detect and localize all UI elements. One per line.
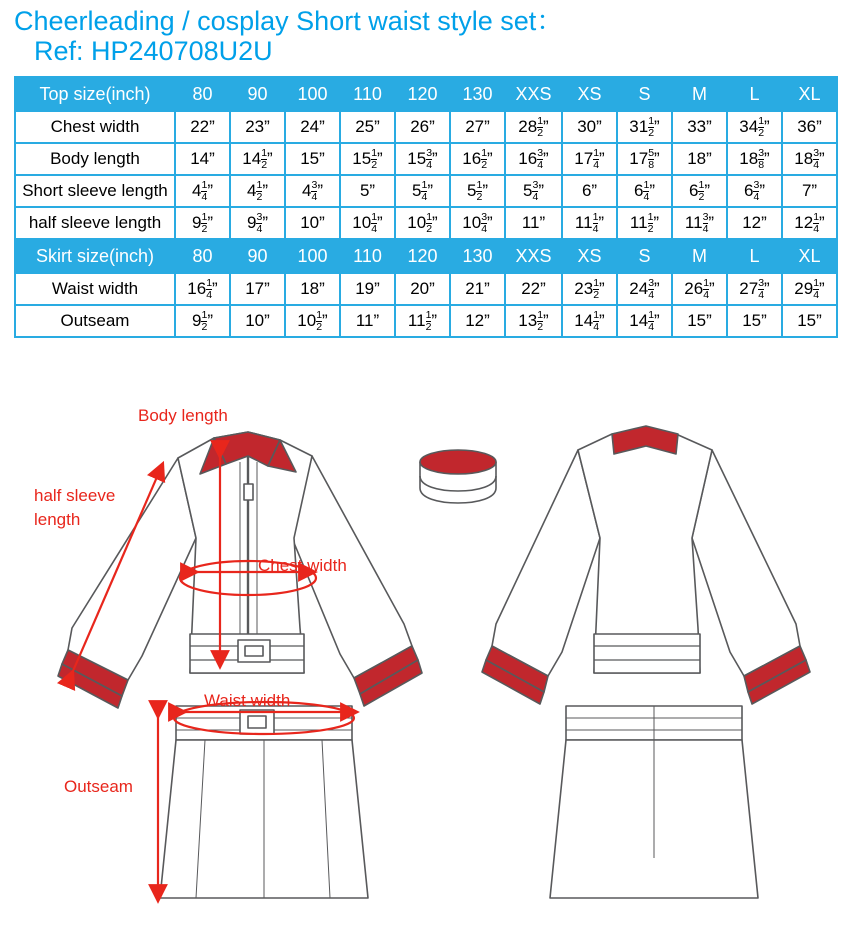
label-half-sleeve-length-line2: length (34, 510, 81, 529)
title-block (0, 0, 850, 66)
table-cell: 14 $\frac{1}{4}$ ” (562, 305, 617, 337)
table-cell: 15 $\frac{1}{2}$ ” (340, 143, 395, 175)
table-cell: 6 $\frac{1}{2}$ ” (672, 175, 727, 207)
table-cell: 23 $\frac{1}{2}$ ” (562, 273, 617, 305)
table-cell: 29 $\frac{1}{4}$ ” (782, 273, 837, 305)
table-cell: 16 $\frac{3}{4}$ ” (505, 143, 562, 175)
table-header-cell: XS (562, 239, 617, 273)
table-cell: 9 $\frac{1}{2}$ ” (175, 207, 230, 239)
table-header-cell: L (727, 239, 782, 273)
table-cell: 21” (450, 273, 505, 305)
row-label: Chest width (15, 111, 175, 143)
table-cell: 12 $\frac{1}{4}$ ” (782, 207, 837, 239)
row-label: Body length (15, 143, 175, 175)
table-cell: 5” (340, 175, 395, 207)
table-cell: 24 $\frac{3}{4}$ ” (617, 273, 672, 305)
label-waist-width: Waist width (204, 691, 291, 710)
table-cell: 17 $\frac{5}{8}$ ” (617, 143, 672, 175)
table-cell: 31 $\frac{1}{2}$ ” (617, 111, 672, 143)
table-cell: 9 $\frac{3}{4}$ ” (230, 207, 285, 239)
row-label: Outseam (15, 305, 175, 337)
table-cell: 10 $\frac{1}{2}$ ” (395, 207, 450, 239)
table-cell: 13 $\frac{1}{2}$ ” (505, 305, 562, 337)
label-chest-width: Chest width (258, 556, 347, 575)
table-header-cell: XXS (505, 77, 562, 111)
table-cell: 19” (340, 273, 395, 305)
row-label: Waist width (15, 273, 175, 305)
table-row (15, 111, 837, 143)
table-cell: 23” (230, 111, 285, 143)
table-cell: 25” (340, 111, 395, 143)
table-header-cell: XL (782, 239, 837, 273)
table-row (15, 305, 837, 337)
table-cell: 11” (505, 207, 562, 239)
table-cell: 17 $\frac{1}{4}$ ” (562, 143, 617, 175)
table-cell: 22” (505, 273, 562, 305)
skirt-size-header-row (15, 239, 837, 273)
table-cell: 10” (230, 305, 285, 337)
label-body-length: Body length (138, 406, 228, 425)
table-cell: 18” (285, 273, 340, 305)
table-cell: 4 $\frac{3}{4}$ ” (285, 175, 340, 207)
table-header-cell: 100 (285, 239, 340, 273)
table-row (15, 273, 837, 305)
table-cell: 15 $\frac{3}{4}$ ” (395, 143, 450, 175)
table-header-cell: XXS (505, 239, 562, 273)
table-row (15, 143, 837, 175)
table-header-cell: 90 (230, 239, 285, 273)
table-row (15, 175, 837, 207)
table-cell: 28 $\frac{1}{2}$ ” (505, 111, 562, 143)
table-header-cell: 120 (395, 239, 450, 273)
table-cell: 4 $\frac{1}{2}$ ” (230, 175, 285, 207)
table-cell: 10 $\frac{3}{4}$ ” (450, 207, 505, 239)
table-cell: 12” (450, 305, 505, 337)
table-cell: 5 $\frac{1}{2}$ ” (450, 175, 505, 207)
table-header-cell: 120 (395, 77, 450, 111)
table-header-label: Top size(inch) (15, 77, 175, 111)
table-cell: 5 $\frac{3}{4}$ ” (505, 175, 562, 207)
table-cell: 27 $\frac{3}{4}$ ” (727, 273, 782, 305)
table-cell: 11 $\frac{1}{2}$ ” (395, 305, 450, 337)
table-cell: 11 $\frac{1}{4}$ ” (562, 207, 617, 239)
table-cell: 14 $\frac{1}{2}$ ” (230, 143, 285, 175)
table-header-cell: 130 (450, 77, 505, 111)
reference-code: Ref: HP240708U2U (34, 36, 273, 66)
table-cell: 17” (230, 273, 285, 305)
table-cell: 30” (562, 111, 617, 143)
table-cell: 11 $\frac{1}{2}$ ” (617, 207, 672, 239)
table-cell: 26 $\frac{1}{4}$ ” (672, 273, 727, 305)
table-header-cell: XL (782, 77, 837, 111)
table-cell: 11” (340, 305, 395, 337)
table-cell: 15” (727, 305, 782, 337)
table-row (15, 207, 837, 239)
size-chart-table (14, 76, 838, 338)
table-header-cell: S (617, 77, 672, 111)
table-cell: 10 $\frac{1}{2}$ ” (285, 305, 340, 337)
table-cell: 18 $\frac{3}{4}$ ” (782, 143, 837, 175)
table-cell: 10” (285, 207, 340, 239)
table-header-cell: M (672, 239, 727, 273)
table-cell: 12” (727, 207, 782, 239)
table-header-cell: L (727, 77, 782, 111)
table-header-cell: 100 (285, 77, 340, 111)
table-cell: 33” (672, 111, 727, 143)
table-cell: 27” (450, 111, 505, 143)
table-header-cell: 90 (230, 77, 285, 111)
table-cell: 4 $\frac{1}{4}$ ” (175, 175, 230, 207)
table-header-cell: 80 (175, 77, 230, 111)
table-cell: 18” (672, 143, 727, 175)
label-half-sleeve-length-line1: half sleeve (34, 486, 116, 505)
table-cell: 16 $\frac{1}{4}$ ” (175, 273, 230, 305)
table-cell: 26” (395, 111, 450, 143)
table-cell: 10 $\frac{1}{4}$ ” (340, 207, 395, 239)
page-title: Cheerleading / cosplay Short waist style set： (14, 6, 564, 36)
table-cell: 15” (672, 305, 727, 337)
table-cell: 9 $\frac{1}{2}$ ” (175, 305, 230, 337)
table-cell: 11 $\frac{3}{4}$ ” (672, 207, 727, 239)
table-cell: 15” (285, 143, 340, 175)
table-cell: 14” (175, 143, 230, 175)
table-header-cell: M (672, 77, 727, 111)
label-outseam: Outseam (64, 777, 133, 796)
table-cell: 15” (782, 305, 837, 337)
table-cell: 20” (395, 273, 450, 305)
table-header-label: Skirt size(inch) (15, 239, 175, 273)
table-header-cell: XS (562, 77, 617, 111)
table-cell: 22” (175, 111, 230, 143)
table-header-cell: 110 (340, 77, 395, 111)
table-cell: 6 $\frac{3}{4}$ ” (727, 175, 782, 207)
table-cell: 34 $\frac{1}{2}$ ” (727, 111, 782, 143)
row-label: half sleeve length (15, 207, 175, 239)
table-header-cell: 130 (450, 239, 505, 273)
garment-illustration (0, 388, 850, 943)
table-cell: 36” (782, 111, 837, 143)
table-cell: 6 $\frac{1}{4}$ ” (617, 175, 672, 207)
table-cell: 16 $\frac{1}{2}$ ” (450, 143, 505, 175)
table-cell: 18 $\frac{3}{8}$ ” (727, 143, 782, 175)
table-cell: 5 $\frac{1}{4}$ ” (395, 175, 450, 207)
table-header-cell: 110 (340, 239, 395, 273)
table-header-cell: S (617, 239, 672, 273)
row-label: Short sleeve length (15, 175, 175, 207)
table-header-cell: 80 (175, 239, 230, 273)
table-cell: 14 $\frac{1}{4}$ ” (617, 305, 672, 337)
top-size-header-row (15, 77, 837, 111)
table-cell: 6” (562, 175, 617, 207)
table-cell: 24” (285, 111, 340, 143)
table-cell: 7” (782, 175, 837, 207)
